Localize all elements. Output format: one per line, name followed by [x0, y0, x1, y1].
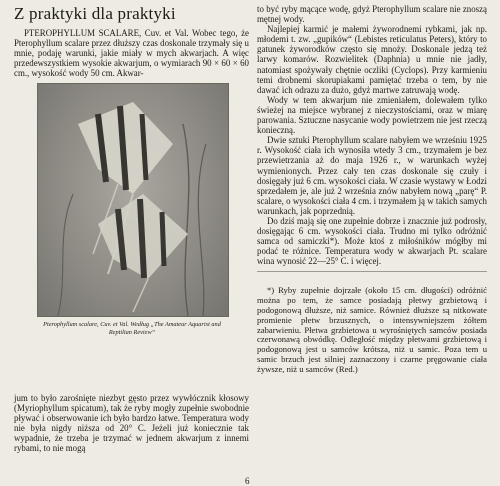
right-paragraph-1: to być ryby mącące wodę, gdyż Pterophyllum scalare nie znoszą mętnej wody.: [257, 4, 487, 25]
article-title: Z praktyki dla praktyki: [14, 4, 176, 23]
footnote-divider: [257, 271, 487, 272]
intro-paragraph: PTEROPHYLLUM SCALARE, Cuv. et Val. Wobec tego, że Pterophyllum scalare przez dłuższy czas doskonale trzymały się u mnie, podaję warunki, jakie miały w mych akwarjach. A więc przedewszystkiem wysokie akwarjum, o wymiarach 90 × 60 × 60 cm., wysokość wody 50 cm. Akwar-: [14, 28, 249, 79]
figure: [37, 83, 227, 353]
right-paragraph-3: Wody w tem akwarjum nie zmieniałem, dolewałem tylko świeżej na miejsce wybranej z nieczystościami, oraz w miarę parowania. Sztuczne nasycanie wody powietrzem nie jest rzeczą konieczną.: [257, 94, 487, 136]
right-paragraph-4: Dwie sztuki Pterophyllum scalare nabyłem we wrześniu 1925 r. Wysokość ciała ich wynosiła wtedy 3 cm., trzymałem je bez przewietrzania aż do maja 1926 r., w warunkach wyżej wymienionych. Przez cały ten czas doskonale się czuły i dosięgały już 6 cm. wysokości ciała. W czasie wystawy w Łodzi sprzedałem je, ale już 2 września znów nabyłem nową „parę“ P. scalare, o wysokości ciała 4 cm. i trzymałem ją w takich samych warunkach, jak poprzednią.: [257, 135, 487, 216]
angelfish-illustration: [38, 84, 228, 316]
figure-caption: Pterophyllum scalare, Cuv. et Val. Według „The Amateur Aquarist and Reptilian Review“: [43, 321, 221, 336]
footnote: *) Ryby zupełnie dojrzałe (około 15 cm. długości) odróżnić można po tem, że samce posiadają płetwy grzbietową i podogonową dłuższe, niż samice. Również dłuższe są nitkowate promienie płetw brzusznych, o intensywniejszem żółtem zabarwieniu. Płetwa grzbietowa u wyrośniętych samców posiada czerwonawą obwódkę. Odległość między płetwami grzbietową i podogonową jest u samców krótsza, niż u samic. Poza tem u samic brzuch jest silniej zaznaczony i czarne pręgowanie ciała żywsze, niż u samców (Red.): [257, 285, 487, 374]
angelfish-photo: [37, 83, 229, 317]
left-bottom-text: [14, 393, 249, 454]
page-number: 6: [245, 476, 250, 486]
right-paragraph-5: Do dziś mają się one zupełnie dobrze i znacznie już podrosły, dosięgając 6 cm. wysokości ciała. Trudno mi tylko odróżnić samca od samiczki*). Może ktoś z miłośników mógłby mi podać te różnice. Temperatura wody w akwarjach Pt. scalare wina wynosić 22—25° C. i więcej.: [257, 215, 487, 267]
fish-lower: [98, 194, 188, 312]
right-column: [257, 4, 487, 375]
left-bottom-paragraph: jum to było zarośnięte niezbyt gęsto przez wywłócznik kłosowy (Myriophyllum spicatum), tak że ryby mogły zupełnie swobodnie pływać i obserwowanie ich było bardzo łatwe. Temperatura wody nie była nigdy niższa od 20° C. Jeżeli już koniecznie tak wypadnie, że trzeba je trzymać w jednem akwarjum z innemi rybami, to nie mogą: [14, 393, 249, 454]
left-column: [14, 4, 249, 353]
right-paragraph-2: Najlepiej karmić je małemi żyworodnemi rybkami, jak np. młodemi t. zw. „gupików“ (Lebistes reticulatus Peters), który to gatunek żyworodków często się mnoży. Doskonale jedzą też larwy komarów. Rozwielitek (Daphnia) u mnie nie jadły, natomiast spożywały chętnie oczliki (Cyclops). Przy karmieniu temi drobnemi skorupiakami pamiętać trzeba o tem, by nie dawać ich odrazu za dużo, gdyż martwe zatruwają wodę.: [257, 24, 487, 95]
